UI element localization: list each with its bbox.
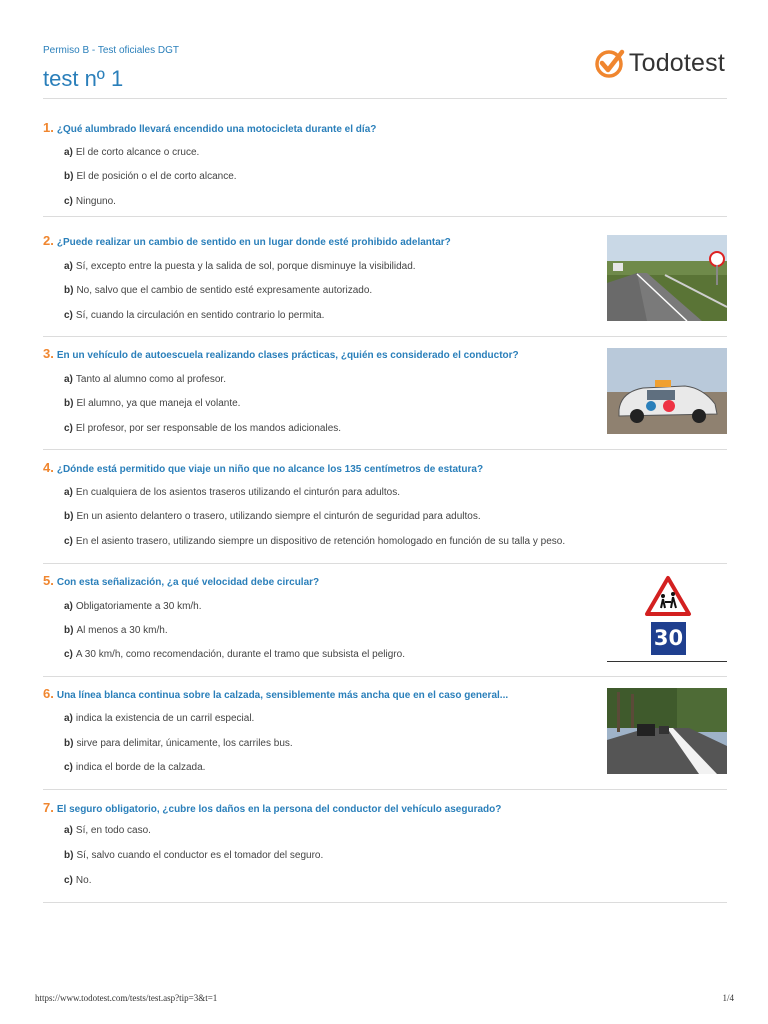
question-number: 4. — [43, 460, 54, 475]
answer-c[interactable]: c) A 30 km/h, como recomendación, durante el tramo que subsista el peligro. — [64, 649, 405, 660]
answer-a[interactable]: a) Obligatoriamente a 30 km/h. — [64, 601, 202, 612]
page-header — [43, 40, 727, 99]
page-title: test nº 1 — [43, 66, 124, 91]
answer-a[interactable]: a) indica la existencia de un carril especial. — [64, 713, 255, 724]
answer-b[interactable]: b) sirve para delimitar, únicamente, los carriles bus. — [64, 738, 293, 749]
answer-c[interactable]: c) El profesor, por ser responsable de los mandos adicionales. — [64, 423, 342, 434]
question-number: 1. — [43, 120, 54, 135]
question-1 — [43, 120, 727, 217]
answer-b[interactable]: b) El alumno, ya que maneja el volante. — [64, 398, 241, 409]
road-no-overtaking-photo — [607, 235, 727, 321]
answer-c[interactable]: c) Ninguno. — [64, 196, 116, 207]
todotest-logo[interactable] — [594, 45, 725, 81]
question-number: 3. — [43, 346, 54, 361]
answer-c[interactable]: c) Sí, cuando la circulación en sentido contrario lo permita. — [64, 310, 325, 321]
answer-b[interactable]: b) El de posición o el de corto alcance. — [64, 171, 237, 182]
checkmark-logo-icon — [594, 47, 626, 79]
question-text: 3. En un vehículo de autoescuela realizando clases prácticas, ¿quién es considerado el conductor? — [43, 346, 519, 361]
answer-a[interactable]: a) El de corto alcance o cruce. — [64, 147, 200, 158]
question-number: 6. — [43, 686, 54, 701]
answer-c[interactable]: c) En el asiento trasero, utilizando siempre un dispositivo de retención homologado en función de su talla y peso. — [64, 536, 566, 547]
answer-a[interactable]: a) Sí, excepto entre la puesta y la salida de sol, porque disminuye la visibilidad. — [64, 261, 416, 272]
question-5 — [43, 573, 727, 677]
answer-b[interactable]: b) Sí, salvo cuando el conductor es el tomador del seguro. — [64, 850, 324, 861]
question-7 — [43, 800, 727, 903]
answer-b[interactable]: b) En un asiento delantero o trasero, utilizando siempre el cinturón de seguridad para adultos. — [64, 511, 481, 522]
answer-c[interactable]: c) indica el borde de la calzada. — [64, 762, 206, 773]
question-3 — [43, 346, 727, 450]
wide-white-line-road-photo — [607, 688, 727, 774]
question-text: 1. ¿Qué alumbrado llevará encendido una motocicleta durante el día? — [43, 120, 377, 135]
answer-a[interactable]: a) Tanto al alumno como al profesor. — [64, 374, 226, 385]
driving-school-car-photo — [607, 348, 727, 434]
answer-b[interactable]: b) Al menos a 30 km/h. — [64, 625, 168, 636]
question-number: 5. — [43, 573, 54, 588]
answer-a[interactable]: a) En cualquiera de los asientos traseros utilizando el cinturón para adultos. — [64, 487, 400, 498]
question-2 — [43, 233, 727, 337]
logo-text: Todotest — [628, 48, 725, 77]
answer-c[interactable]: c) No. — [64, 875, 92, 886]
sign-speed-value: 30 — [653, 626, 684, 650]
test-category: Permiso B - Test oficiales DGT — [43, 45, 179, 56]
question-text: 6. Una línea blanca continua sobre la calzada, sensiblemente más ancha que en el caso general... — [43, 686, 509, 701]
question-text: 2. ¿Puede realizar un cambio de sentido en un lugar donde esté prohibido adelantar? — [43, 233, 451, 248]
question-number: 7. — [43, 800, 54, 815]
footer-url[interactable]: https://www.todotest.com/tests/test.asp?tip=3&t=1 — [35, 993, 218, 1003]
answer-a[interactable]: a) Sí, en todo caso. — [64, 825, 151, 836]
question-4 — [43, 460, 727, 564]
question-text: 7. El seguro obligatorio, ¿cubre los daños en la persona del conductor del vehículo asegurado? — [43, 800, 502, 815]
question-text: 5. Con esta señalización, ¿a qué velocidad debe circular? — [43, 573, 320, 588]
question-text: 4. ¿Dónde está permitido que viaje un niño que no alcance los 135 centímetros de estatura? — [43, 460, 484, 475]
answer-b[interactable]: b) No, salvo que el cambio de sentido esté expresamente autorizado. — [64, 285, 373, 296]
children-sign-30-speed — [607, 575, 727, 662]
question-number: 2. — [43, 233, 54, 248]
page-number: 1/4 — [722, 993, 734, 1003]
question-6 — [43, 686, 727, 790]
